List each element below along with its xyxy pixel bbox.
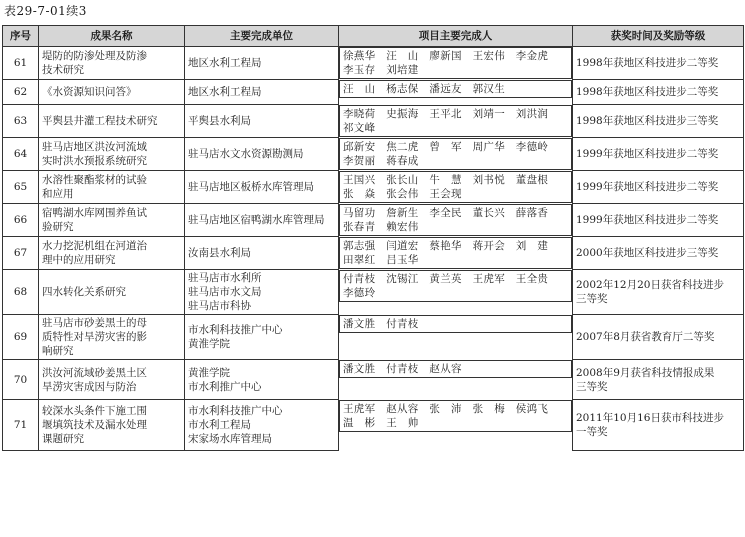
row-number bbox=[3, 171, 39, 204]
achievement-name-text: 水力挖泥机组在河道治 理中的应用研究 bbox=[42, 240, 147, 266]
table-row bbox=[3, 360, 744, 400]
award-info bbox=[573, 204, 744, 237]
main-contributors bbox=[339, 47, 572, 79]
table-row bbox=[3, 138, 744, 171]
row-number-text: 69 bbox=[13, 331, 28, 343]
award-info bbox=[573, 138, 744, 171]
row-number-text: 66 bbox=[13, 214, 28, 226]
main-contributors bbox=[339, 138, 572, 170]
main-contributors-text: 王虎军 赵从容 张 沛 张 梅 侯鸿飞 温 彬 王 帅 bbox=[343, 402, 549, 429]
main-contributors-text: 汪 山 杨志保 潘远友 郭汉生 bbox=[343, 82, 505, 95]
achievement-name bbox=[39, 237, 185, 270]
completion-unit-text: 市水利科技推广中心 市水利工程局 宋家场水库管理局 bbox=[188, 405, 283, 445]
achievement-name bbox=[39, 171, 185, 204]
header-award: 获奖时间及奖励等级 bbox=[573, 26, 744, 47]
award-info bbox=[573, 237, 744, 270]
table-row bbox=[3, 80, 744, 105]
award-info bbox=[573, 80, 744, 105]
table-row bbox=[3, 270, 744, 315]
table-body bbox=[3, 47, 744, 451]
table-row bbox=[3, 315, 744, 360]
achievement-name-text: 平舆县井灌工程技术研究 bbox=[42, 115, 158, 127]
row-number bbox=[3, 47, 39, 80]
row-number bbox=[3, 400, 39, 451]
row-number-text: 61 bbox=[13, 57, 28, 69]
award-info bbox=[573, 47, 744, 80]
row-number bbox=[3, 315, 39, 360]
achievement-name bbox=[39, 138, 185, 171]
awards-table bbox=[2, 25, 744, 451]
header-people: 项目主要完成人 bbox=[339, 26, 573, 47]
award-info bbox=[573, 105, 744, 138]
row-number bbox=[3, 80, 39, 105]
completion-unit-text: 地区水利工程局 bbox=[188, 57, 262, 69]
award-info-text: 1999年获地区科技进步二等奖 bbox=[576, 148, 719, 160]
completion-unit-text: 驻马店地区宿鸭湖水库管理局 bbox=[188, 214, 325, 226]
award-info-text: 2002年12月20日获省科技进步 三等奖 bbox=[576, 279, 724, 305]
header-unit: 主要完成单位 bbox=[185, 26, 339, 47]
table-row bbox=[3, 105, 744, 138]
table-caption: 表29-7-01续3 bbox=[4, 4, 87, 18]
achievement-name-text: 较深水头条件下施工围 堰填筑技术及漏水处理 课题研究 bbox=[42, 405, 147, 445]
row-number-text: 70 bbox=[13, 373, 28, 386]
achievement-name-text: 堤防的防渗处理及防渗 技术研究 bbox=[42, 50, 147, 76]
completion-unit bbox=[185, 47, 339, 80]
header-name: 成果名称 bbox=[39, 26, 185, 47]
award-info-text: 1999年获地区科技进步二等奖 bbox=[576, 214, 719, 226]
main-contributors bbox=[339, 105, 572, 137]
row-number bbox=[3, 360, 39, 400]
row-number-text: 64 bbox=[13, 148, 28, 160]
main-contributors bbox=[339, 80, 572, 98]
achievement-name bbox=[39, 360, 185, 400]
award-info-text: 2008年9月获省科技情报成果 三等奖 bbox=[576, 366, 715, 393]
award-info-text: 1998年获地区科技进步二等奖 bbox=[576, 57, 719, 69]
row-number bbox=[3, 105, 39, 138]
achievement-name bbox=[39, 105, 185, 138]
main-contributors bbox=[339, 270, 572, 302]
completion-unit-text: 汝南县水利局 bbox=[188, 247, 251, 259]
row-number-text: 63 bbox=[13, 115, 28, 127]
table-row bbox=[3, 171, 744, 204]
completion-unit bbox=[185, 204, 339, 237]
row-number bbox=[3, 237, 39, 270]
achievement-name-text: 水溶性聚酯浆材的试验 和应用 bbox=[42, 174, 147, 200]
award-info-text: 1998年获地区科技进步二等奖 bbox=[576, 86, 719, 98]
main-contributors-text: 潘文胜 付青枝 bbox=[343, 317, 419, 330]
award-info-text: 1999年获地区科技进步二等奖 bbox=[576, 181, 719, 193]
achievement-name bbox=[39, 400, 185, 451]
completion-unit-text: 平舆县水利局 bbox=[188, 115, 251, 127]
award-info bbox=[573, 270, 744, 315]
award-info-text: 2007年8月获省教育厅二等奖 bbox=[576, 331, 715, 343]
header-row bbox=[3, 26, 744, 47]
achievement-name-text: 驻马店地区洪汝河流域 实时洪水预报系统研究 bbox=[42, 141, 147, 167]
completion-unit bbox=[185, 237, 339, 270]
completion-unit bbox=[185, 171, 339, 204]
completion-unit-text: 黄淮学院 市水利推广中心 bbox=[188, 366, 262, 393]
row-number bbox=[3, 204, 39, 237]
achievement-name-text: 四水转化关系研究 bbox=[42, 286, 126, 298]
completion-unit bbox=[185, 80, 339, 105]
main-contributors-text: 李晓荷 史振海 王平北 刘靖一 刘洪润 祁文峰 bbox=[343, 107, 549, 134]
completion-unit bbox=[185, 360, 339, 400]
main-contributors-text: 潘文胜 付青枝 赵从容 bbox=[343, 362, 462, 375]
completion-unit bbox=[185, 270, 339, 315]
award-info bbox=[573, 400, 744, 451]
row-number-text: 71 bbox=[13, 419, 28, 431]
table-row bbox=[3, 237, 744, 270]
achievement-name-text: 驻马店市砂姜黑土的母 质特性对旱涝灾害的影 响研究 bbox=[42, 317, 147, 357]
main-contributors-text: 邱新安 焦二虎 曾 军 周广华 李德岭 李贺丽 蒋春成 bbox=[343, 140, 549, 167]
completion-unit-text: 地区水利工程局 bbox=[188, 86, 262, 98]
main-contributors-text: 王国兴 张长山 牛 慧 刘书悦 董盘根 张 焱 张会伟 王会现 bbox=[343, 173, 549, 200]
main-contributors bbox=[339, 360, 572, 378]
completion-unit-text: 市水利科技推广中心 黄淮学院 bbox=[188, 324, 283, 350]
main-contributors-text: 付青枝 沈锡江 黄兰英 王虎军 王全贵 李德玲 bbox=[343, 272, 549, 299]
main-contributors bbox=[339, 315, 572, 333]
row-number-text: 62 bbox=[13, 86, 28, 98]
achievement-name bbox=[39, 270, 185, 315]
achievement-name-text: 宿鸭湖水库网围养鱼试 验研究 bbox=[42, 207, 147, 233]
row-number-text: 68 bbox=[13, 286, 28, 298]
header-no: 序号 bbox=[3, 26, 39, 47]
award-info bbox=[573, 315, 744, 360]
row-number-text: 67 bbox=[13, 247, 28, 259]
row-number bbox=[3, 270, 39, 315]
main-contributors-text: 郭志强 闫道宏 蔡艳华 蒋开会 刘 建 田翠红 吕玉华 bbox=[343, 239, 549, 266]
main-contributors bbox=[339, 204, 572, 236]
award-info bbox=[573, 171, 744, 204]
achievement-name-text: 洪汝河流域砂姜黑土区 旱涝灾害成因与防治 bbox=[42, 366, 147, 393]
award-info bbox=[573, 360, 744, 400]
achievement-name bbox=[39, 80, 185, 105]
completion-unit bbox=[185, 400, 339, 451]
completion-unit-text: 驻马店地区板桥水库管理局 bbox=[188, 181, 314, 193]
award-info-text: 2000年获地区科技进步三等奖 bbox=[576, 247, 719, 259]
main-contributors-text: 马留功 詹新生 李全民 董长兴 薛落香 张春青 赖宏伟 bbox=[343, 206, 549, 233]
completion-unit bbox=[185, 138, 339, 171]
award-info-text: 1998年获地区科技进步三等奖 bbox=[576, 115, 719, 127]
main-contributors bbox=[339, 400, 572, 432]
table-row bbox=[3, 204, 744, 237]
table-row bbox=[3, 400, 744, 451]
completion-unit-text: 驻马店水文水资源勘测局 bbox=[188, 148, 304, 160]
achievement-name-text: 《水资源知识问答》 bbox=[42, 86, 137, 98]
row-number bbox=[3, 138, 39, 171]
achievement-name bbox=[39, 204, 185, 237]
achievement-name bbox=[39, 47, 185, 80]
main-contributors bbox=[339, 171, 572, 203]
award-info-text: 2011年10月16日获市科技进步 一等奖 bbox=[576, 412, 724, 438]
row-number-text: 65 bbox=[13, 181, 28, 193]
main-contributors-text: 徐燕华 汪 山 廖新国 王宏伟 李金虎 李玉存 刘培建 bbox=[343, 50, 549, 76]
completion-unit bbox=[185, 315, 339, 360]
completion-unit bbox=[185, 105, 339, 138]
main-contributors bbox=[339, 237, 572, 269]
completion-unit-text: 驻马店市水利所 驻马店市水文局 驻马店市科协 bbox=[188, 272, 262, 312]
achievement-name bbox=[39, 315, 185, 360]
table-row bbox=[3, 47, 744, 80]
